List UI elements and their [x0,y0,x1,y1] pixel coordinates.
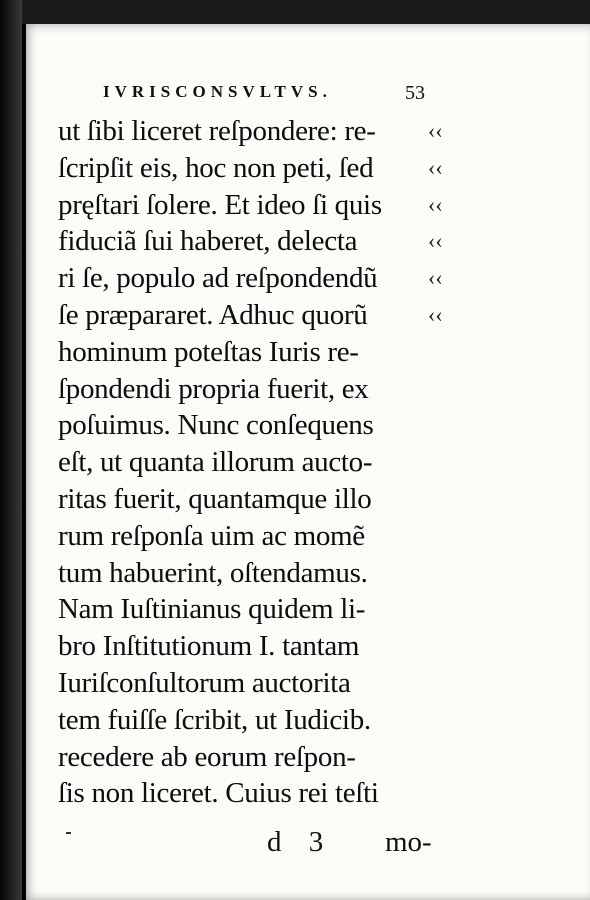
quote-mark: ‹‹ [428,118,443,143]
text-line: rum reſponſa uim ac momẽ [58,519,365,552]
text-line: ſcripſit eis, hoc non peti, ſed [58,151,374,184]
text-line: hominum poteſtas Iuris re- [58,335,359,368]
text-line: ri ſe, populo ad reſpondendũ [58,262,378,295]
text-line: pręſtari ſolere. Et ideo ſi quis [58,188,382,221]
book-spine-shadow [0,0,22,900]
quote-mark: ‹‹ [428,191,443,217]
signature-mark: d 3 [267,826,334,858]
text-line: ſe præpararet. Adhuc quorũ [58,298,368,331]
quote-mark: ‹‹ [428,301,443,327]
text-line: poſuimus. Nunc conſequens [58,409,374,442]
text-line: bro Inſtitutionum I. tantam [58,630,360,663]
text-line: ſis non liceret. Cuius rei teſti [58,777,379,810]
text-line: ſpondendi propria fuerit, ex [58,372,369,405]
body-text [58,113,438,812]
ink-speck [66,832,71,834]
text-line: tem fuiſſe ſcribit, ut Iudicib. [58,703,371,736]
text-line: ut ſibi liceret reſpondere: re- [58,115,376,147]
quotation-margin-marks [428,113,458,334]
text-line: ritas fuerit, quantamque illo [58,482,372,515]
catchword: mo- [385,826,432,858]
text-line: tum habuerint, oſtendamus. [58,556,368,589]
text-line: Iuriſconſultorum auctorita [58,666,351,699]
text-line: recedere ab eorum reſpon- [58,740,356,773]
text-line: Nam Iuſtinianus quidem li- [58,593,366,626]
page-edge [22,24,26,900]
quote-mark: ‹‹ [428,265,443,291]
running-head: IVRISCONSVLTVS. [103,82,332,101]
page-number: 53 [405,82,425,104]
text-line: eſt, ut quanta illorum auctο- [58,446,373,479]
quote-mark: ‹‹ [428,228,443,254]
text-line: fiduciã ſui haberet, delecta [58,225,358,258]
quote-mark: ‹‹ [428,154,443,180]
